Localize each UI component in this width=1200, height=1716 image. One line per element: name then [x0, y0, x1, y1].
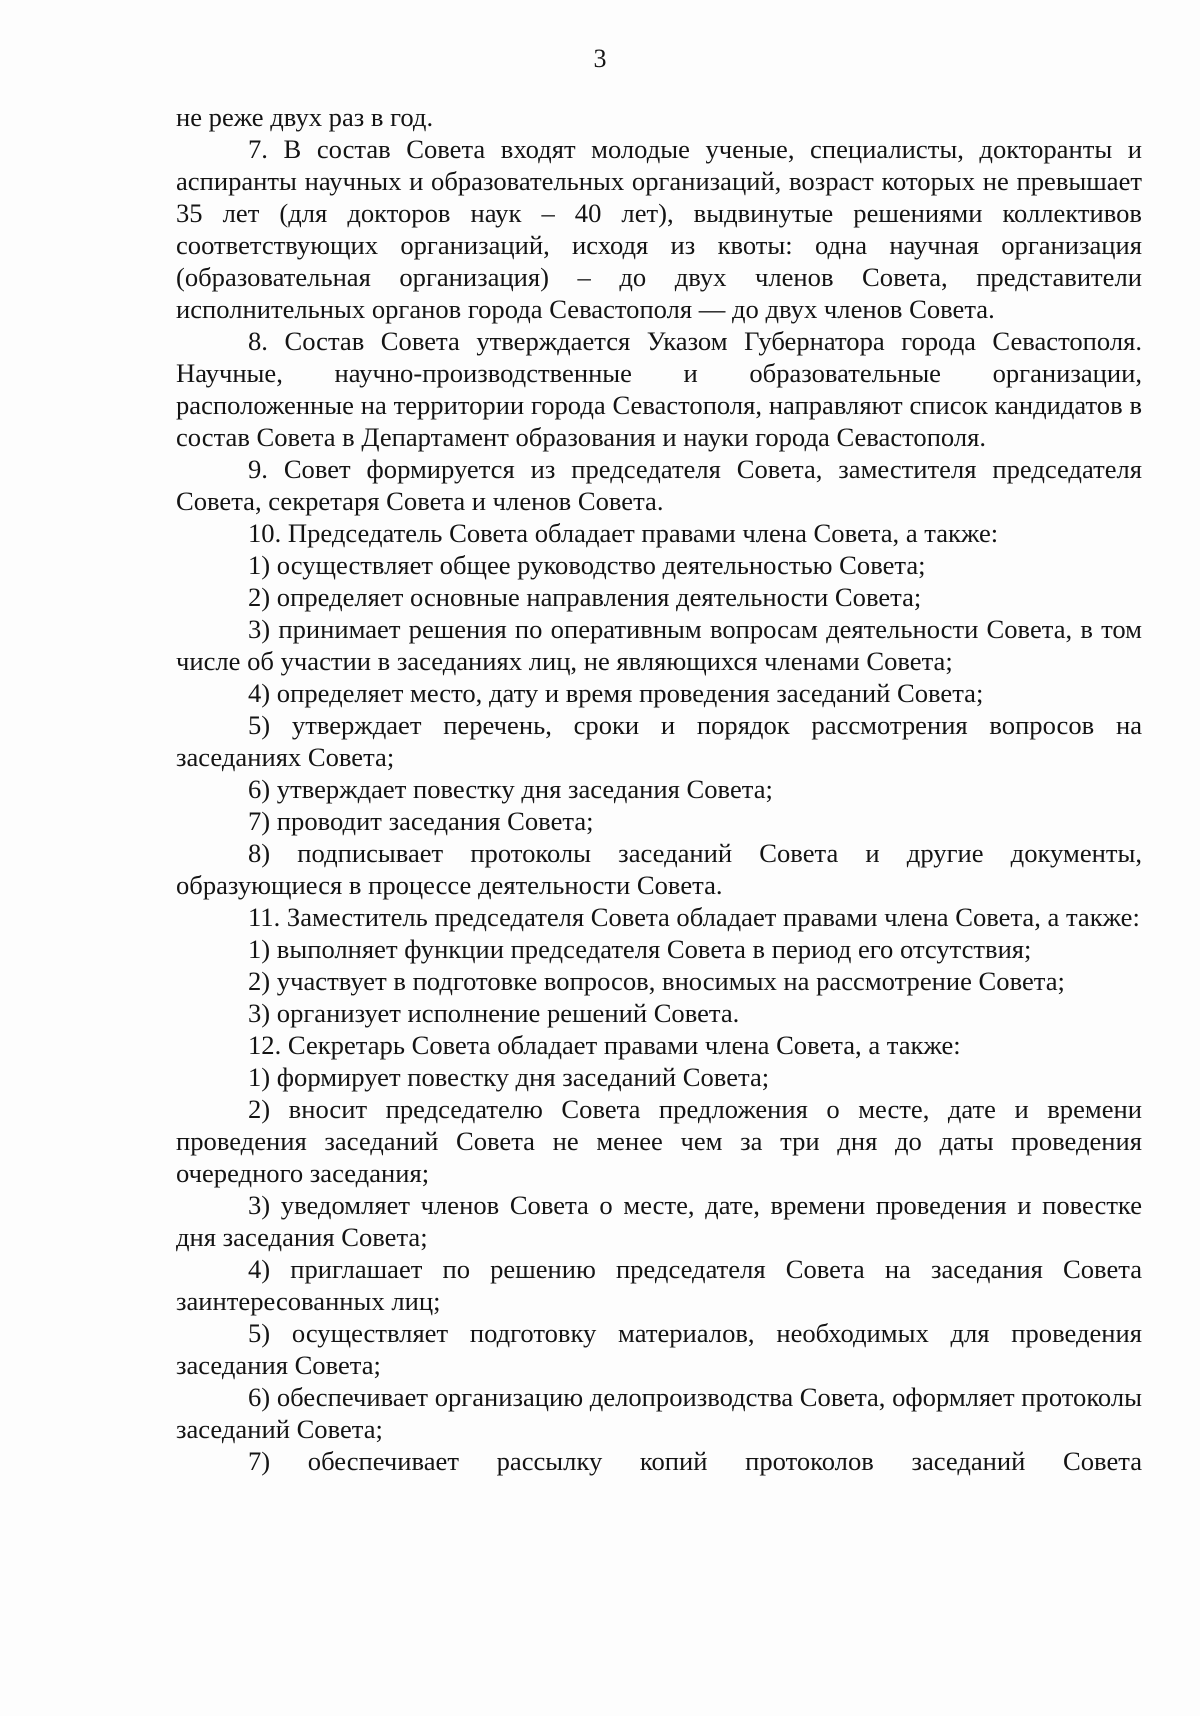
paragraph: 5) утверждает перечень, сроки и порядок рассмотрения вопросов на заседаниях Совета;: [176, 710, 1142, 772]
paragraph: не реже двух раз в год.: [176, 102, 434, 132]
paragraph: 12. Секретарь Совета обладает правами члена Совета, а также:: [248, 1030, 961, 1060]
paragraph: 1) осуществляет общее руководство деятельностью Совета;: [248, 550, 926, 580]
paragraph: 7. В состав Совета входят молодые ученые, специалисты, докторанты и аспиранты научных и образовательных организаций, возраст которых не превышает 35 лет (для докторов наук – 40 лет), выдвинутые решениями коллективов соответствующих организаций, исходя из квоты: одна научная организация (образовательная организация) – до двух членов Совета, представители исполнительных органов города Севастополя — до двух членов Совета.: [176, 134, 1142, 324]
paragraph: 1) формирует повестку дня заседаний Совета;: [248, 1062, 770, 1092]
paragraph: 3) принимает решения по оперативным вопросам деятельности Совета, в том числе об участии в заседаниях лиц, не являющихся членами Совета;: [176, 614, 1142, 676]
paragraph: 4) приглашает по решению председателя Совета на заседания Совета заинтересованных лиц;: [176, 1254, 1142, 1316]
page-number: 3: [593, 44, 607, 73]
paragraph: 3) уведомляет членов Совета о месте, дате, времени проведения и повестке дня заседания Совета;: [176, 1190, 1142, 1252]
paragraph: 7) проводит заседания Совета;: [248, 806, 594, 836]
paragraph: 11. Заместитель председателя Совета обладает правами члена Совета, а также:: [248, 902, 1140, 932]
paragraph: 8. Состав Совета утверждается Указом Губернатора города Севастополя. Научные, научно-производственные и образовательные организации, расположенные на территории города Севастополя, направляют список кандидатов в состав Совета в Департамент образования и науки города Севастополя.: [176, 326, 1142, 452]
paragraph: 2) вносит председателю Совета предложения о месте, дате и времени проведения заседаний Совета не менее чем за три дня до даты проведения очередного заседания;: [176, 1094, 1142, 1188]
paragraph: 10. Председатель Совета обладает правами члена Совета, а также:: [248, 518, 999, 548]
paragraph: 4) определяет место, дату и время проведения заседаний Совета;: [248, 678, 984, 708]
paragraph: 9. Совет формируется из председателя Совета, заместителя председателя Совета, секретаря Совета и членов Совета.: [176, 454, 1142, 516]
paragraph: 6) утверждает повестку дня заседания Совета;: [248, 774, 773, 804]
paragraph: 2) участвует в подготовке вопросов, вносимых на рассмотрение Совета;: [248, 966, 1065, 996]
paragraph: 3) организует исполнение решений Совета.: [248, 998, 740, 1028]
paragraph: 8) подписывает протоколы заседаний Совета и другие документы, образующиеся в процессе деятельности Совета.: [176, 838, 1142, 900]
paragraph: 2) определяет основные направления деятельности Совета;: [248, 582, 922, 612]
paragraph: 6) обеспечивает организацию делопроизводства Совета, оформляет протоколы заседаний Совета;: [176, 1382, 1142, 1444]
document-body: [176, 101, 1142, 1477]
paragraph: 1) выполняет функции председателя Совета в период его отсутствия;: [248, 934, 1032, 964]
paragraph: 7) обеспечивает рассылку копий протоколов заседаний Совета: [248, 1446, 1142, 1476]
paragraph: 5) осуществляет подготовку материалов, необходимых для проведения заседания Совета;: [176, 1318, 1142, 1380]
